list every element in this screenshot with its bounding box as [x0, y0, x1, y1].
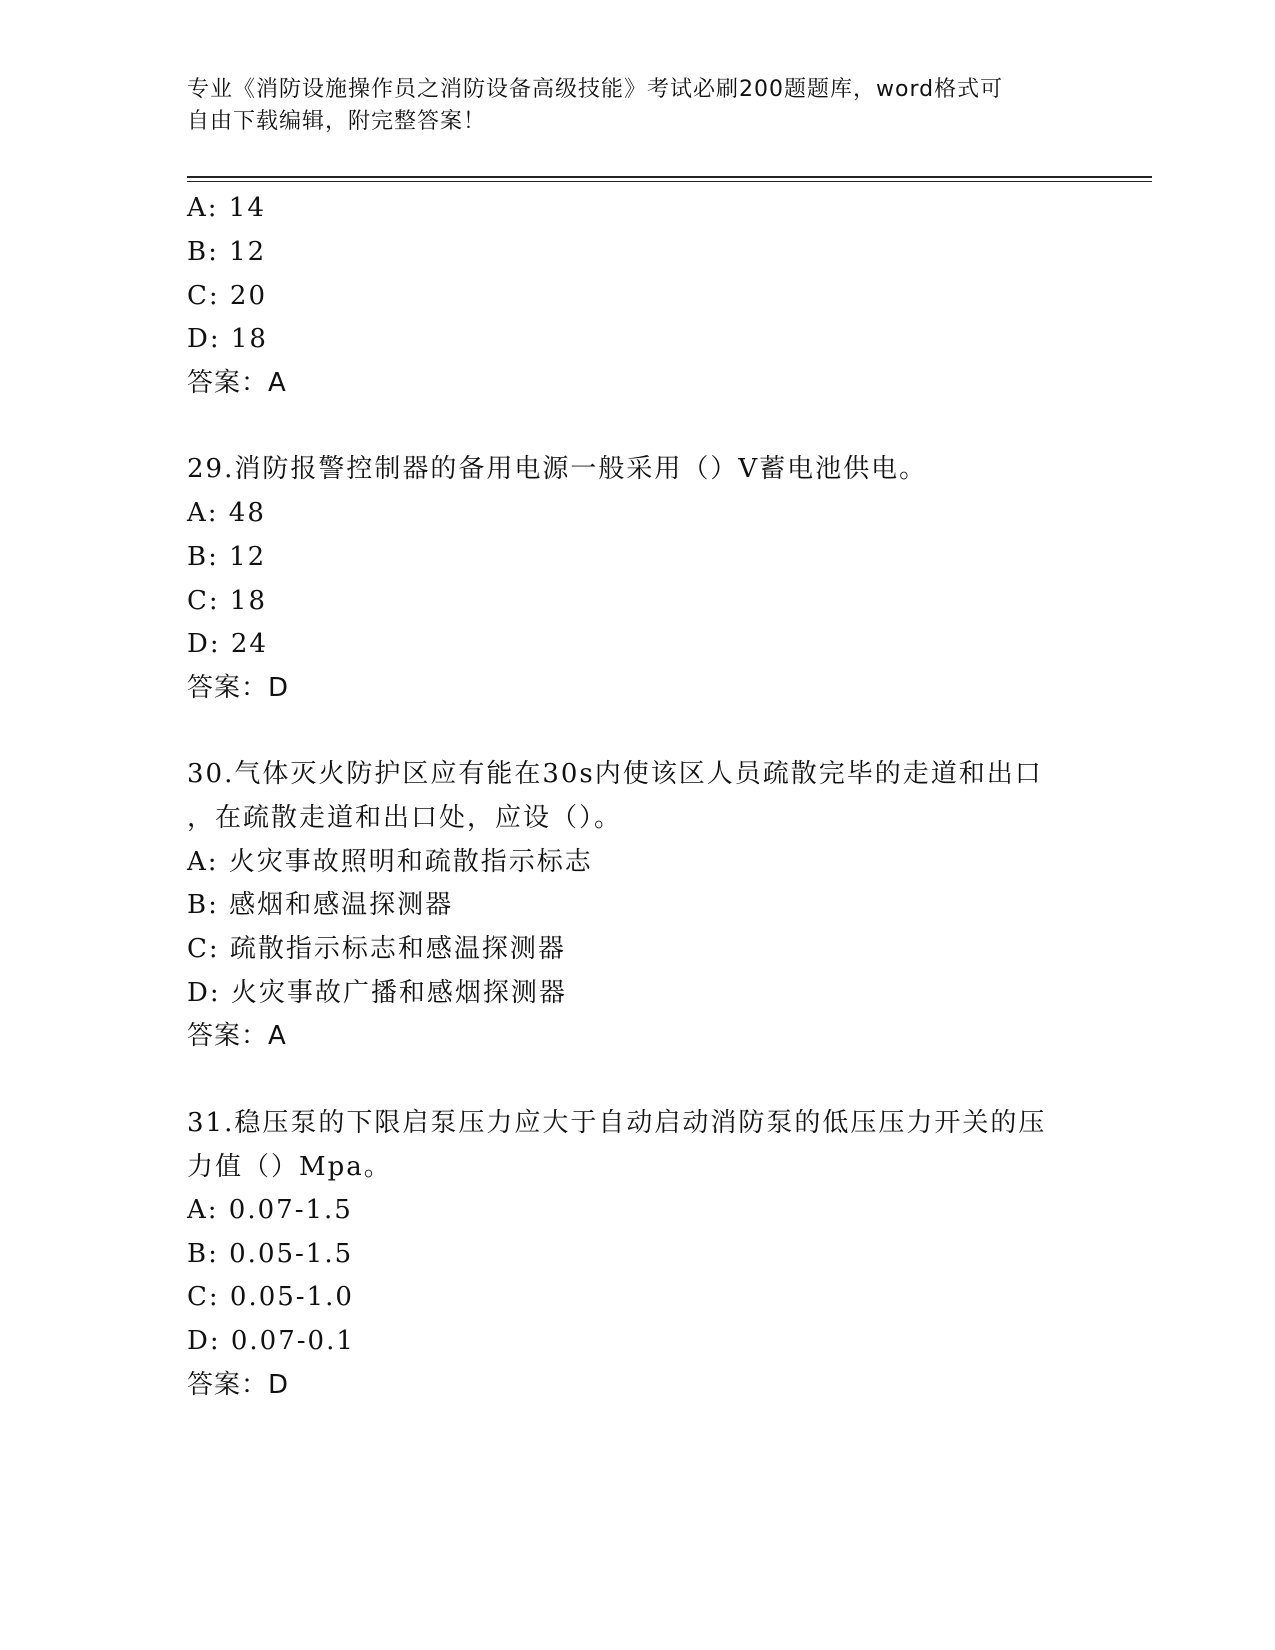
q30-stem-line-1: 30.气体灭火防护区应有能在30s内使该区人员疏散完毕的走道和出口: [187, 759, 1043, 789]
q30-stem-line-2: ，在疏散走道和出口处，应设（）。: [187, 803, 623, 833]
prev-option-d: D: 18: [187, 324, 268, 354]
prev-option-a: A: 14: [187, 193, 266, 223]
q29-stem: 29.消防报警控制器的备用电源一般采用（）V蓄电池供电。: [187, 454, 928, 484]
q31-option-d: D: 0.07-0.1: [187, 1326, 355, 1356]
q31-option-c: C: 0.05-1.0: [187, 1282, 354, 1312]
q29-option-b: B: 12: [187, 542, 267, 572]
q29-answer: 答案：D: [187, 673, 290, 703]
prev-answer: 答案：A: [187, 368, 287, 398]
q30-option-b: B: 感烟和感温探测器: [187, 890, 454, 920]
q31-option-b: B: 0.05-1.5: [187, 1239, 354, 1269]
q31-option-a: A: 0.07-1.5: [187, 1195, 353, 1225]
prev-option-b: B: 12: [187, 237, 267, 267]
q31-stem-line-2: 力值（）Mpa。: [187, 1152, 392, 1182]
q30-option-a: A: 火灾事故照明和疏散指示标志: [187, 847, 593, 877]
q31-stem-line-1: 31.稳压泵的下限启泵压力应大于自动启动消防泵的低压压力开关的压: [187, 1108, 1047, 1138]
q30-option-d: D: 火灾事故广播和感烟探测器: [187, 978, 567, 1008]
header-line-1: 专业《消防设施操作员之消防设备高级技能》考试必刷200题题库，word格式可: [187, 77, 1004, 102]
q30-answer: 答案：A: [187, 1021, 287, 1051]
header-divider-thin: [187, 181, 1152, 182]
header-line-2: 自由下载编辑，附完整答案！: [187, 109, 487, 134]
q30-option-c: C: 疏散指示标志和感温探测器: [187, 934, 566, 964]
header-divider-thick: [187, 176, 1152, 178]
q29-option-a: A: 48: [187, 498, 266, 528]
q29-option-d: D: 24: [187, 629, 268, 659]
q29-option-c: C: 18: [187, 586, 268, 616]
prev-option-c: C: 20: [187, 281, 268, 311]
document-header: [187, 74, 1087, 138]
q31-answer: 答案：D: [187, 1370, 290, 1400]
